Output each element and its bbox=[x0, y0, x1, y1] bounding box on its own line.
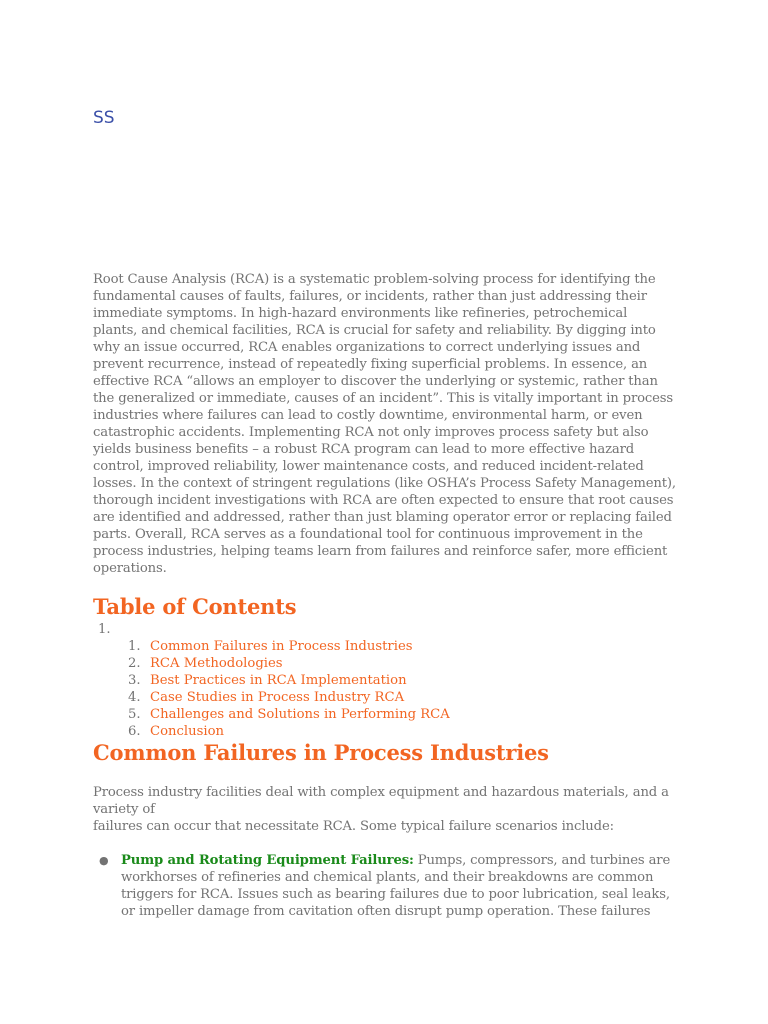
intro-line: why an issue occurred, RCA enables organizations to correct underlying issues and bbox=[93, 340, 641, 355]
section-line: Process industry facilities deal with complex equipment and hazardous materials, and a bbox=[93, 785, 669, 800]
intro-line: are identified and addressed, rather than just blaming operator error or replacing failed bbox=[93, 510, 672, 525]
intro-line: operations. bbox=[93, 561, 167, 576]
toc-item-number: 1. bbox=[128, 639, 141, 654]
toc-link-best-practices[interactable]: Best Practices in RCA Implementation bbox=[150, 673, 407, 688]
toc-heading: Table of Contents bbox=[93, 594, 297, 619]
intro-line: losses. In the context of stringent regulations (like OSHA’s Process Safety Management), bbox=[93, 476, 676, 491]
bullet-line: triggers for RCA. Issues such as bearing failures due to poor lubrication, seal leaks, bbox=[121, 887, 670, 902]
bullet-heading: Pump and Rotating Equipment Failures: bbox=[121, 853, 414, 868]
toc-item-number: 3. bbox=[128, 673, 141, 688]
toc-item-number: 2. bbox=[128, 656, 141, 671]
toc-item[interactable] bbox=[93, 723, 450, 740]
section-paragraph bbox=[93, 784, 675, 835]
toc-link-challenges[interactable]: Challenges and Solutions in Performing RCA bbox=[150, 707, 450, 722]
intro-line: parts. Overall, RCA serves as a foundational tool for continuous improvement in the bbox=[93, 527, 643, 542]
toc-outer-item bbox=[93, 621, 450, 740]
toc-item-number: 4. bbox=[128, 690, 141, 705]
toc-list bbox=[93, 621, 450, 740]
toc-link-conclusion[interactable]: Conclusion bbox=[150, 724, 225, 739]
toc-item[interactable] bbox=[93, 655, 450, 672]
intro-line: prevent recurrence, instead of repeatedly fixing superficial problems. In essence, an bbox=[93, 357, 648, 372]
toc-item-number: 6. bbox=[128, 724, 141, 739]
intro-line: Root Cause Analysis (RCA) is a systematic problem-solving process for identifying the bbox=[93, 272, 656, 287]
bullet-dot-icon: ● bbox=[99, 854, 109, 867]
header-mark: SS bbox=[93, 108, 115, 128]
toc-link-case-studies[interactable]: Case Studies in Process Industry RCA bbox=[150, 690, 405, 705]
toc-link-common-failures[interactable]: Common Failures in Process Industries bbox=[150, 639, 413, 654]
bullet-line: or impeller damage from cavitation often disrupt pump operation. These failures bbox=[121, 904, 651, 919]
intro-line: immediate symptoms. In high-hazard environments like refineries, petrochemical bbox=[93, 306, 628, 321]
toc-item[interactable] bbox=[93, 672, 450, 689]
intro-line: thorough incident investigations with RCA are often expected to ensure that root causes bbox=[93, 493, 674, 508]
intro-line: the generalized or immediate, causes of an incident”. This is vitally important in process bbox=[93, 391, 674, 406]
toc-item[interactable] bbox=[93, 706, 450, 723]
intro-line: process industries, helping teams learn from failures and reinforce safer, more efficient bbox=[93, 544, 668, 559]
toc-item[interactable] bbox=[93, 638, 450, 655]
bullet-item bbox=[93, 852, 675, 920]
failure-bullet-list bbox=[93, 852, 675, 920]
intro-line: fundamental causes of faults, failures, or incidents, rather than just addressing their bbox=[93, 289, 647, 304]
intro-line: industries where failures can lead to costly downtime, environmental harm, or even bbox=[93, 408, 643, 423]
intro-line: control, improved reliability, lower maintenance costs, and reduced incident-related bbox=[93, 459, 644, 474]
intro-line: catastrophic accidents. Implementing RCA not only improves process safety but also bbox=[93, 425, 649, 440]
section-heading: Common Failures in Process Industries bbox=[93, 740, 549, 765]
intro-line: effective RCA “allows an employer to discover the underlying or systemic, rather than bbox=[93, 374, 658, 389]
section-line: failures can occur that necessitate RCA. Some typical failure scenarios include: bbox=[93, 819, 614, 834]
bullet-first-line bbox=[121, 852, 675, 869]
intro-paragraph bbox=[93, 271, 675, 577]
toc-sublist bbox=[121, 638, 450, 740]
toc-outer-number: 1. bbox=[98, 622, 111, 637]
section-line: variety of bbox=[93, 802, 155, 817]
bullet-line: workhorses of refineries and chemical plants, and their breakdowns are common bbox=[121, 870, 654, 885]
toc-item[interactable] bbox=[93, 689, 450, 706]
toc-link-rca-methodologies[interactable]: RCA Methodologies bbox=[150, 656, 283, 671]
intro-line: plants, and chemical facilities, RCA is crucial for safety and reliability. By digging into bbox=[93, 323, 656, 338]
bullet-first-line-text: Pumps, compressors, and turbines are bbox=[413, 853, 671, 868]
intro-line: yields business benefits – a robust RCA program can lead to more effective hazard bbox=[93, 442, 635, 457]
toc-item-number: 5. bbox=[128, 707, 141, 722]
